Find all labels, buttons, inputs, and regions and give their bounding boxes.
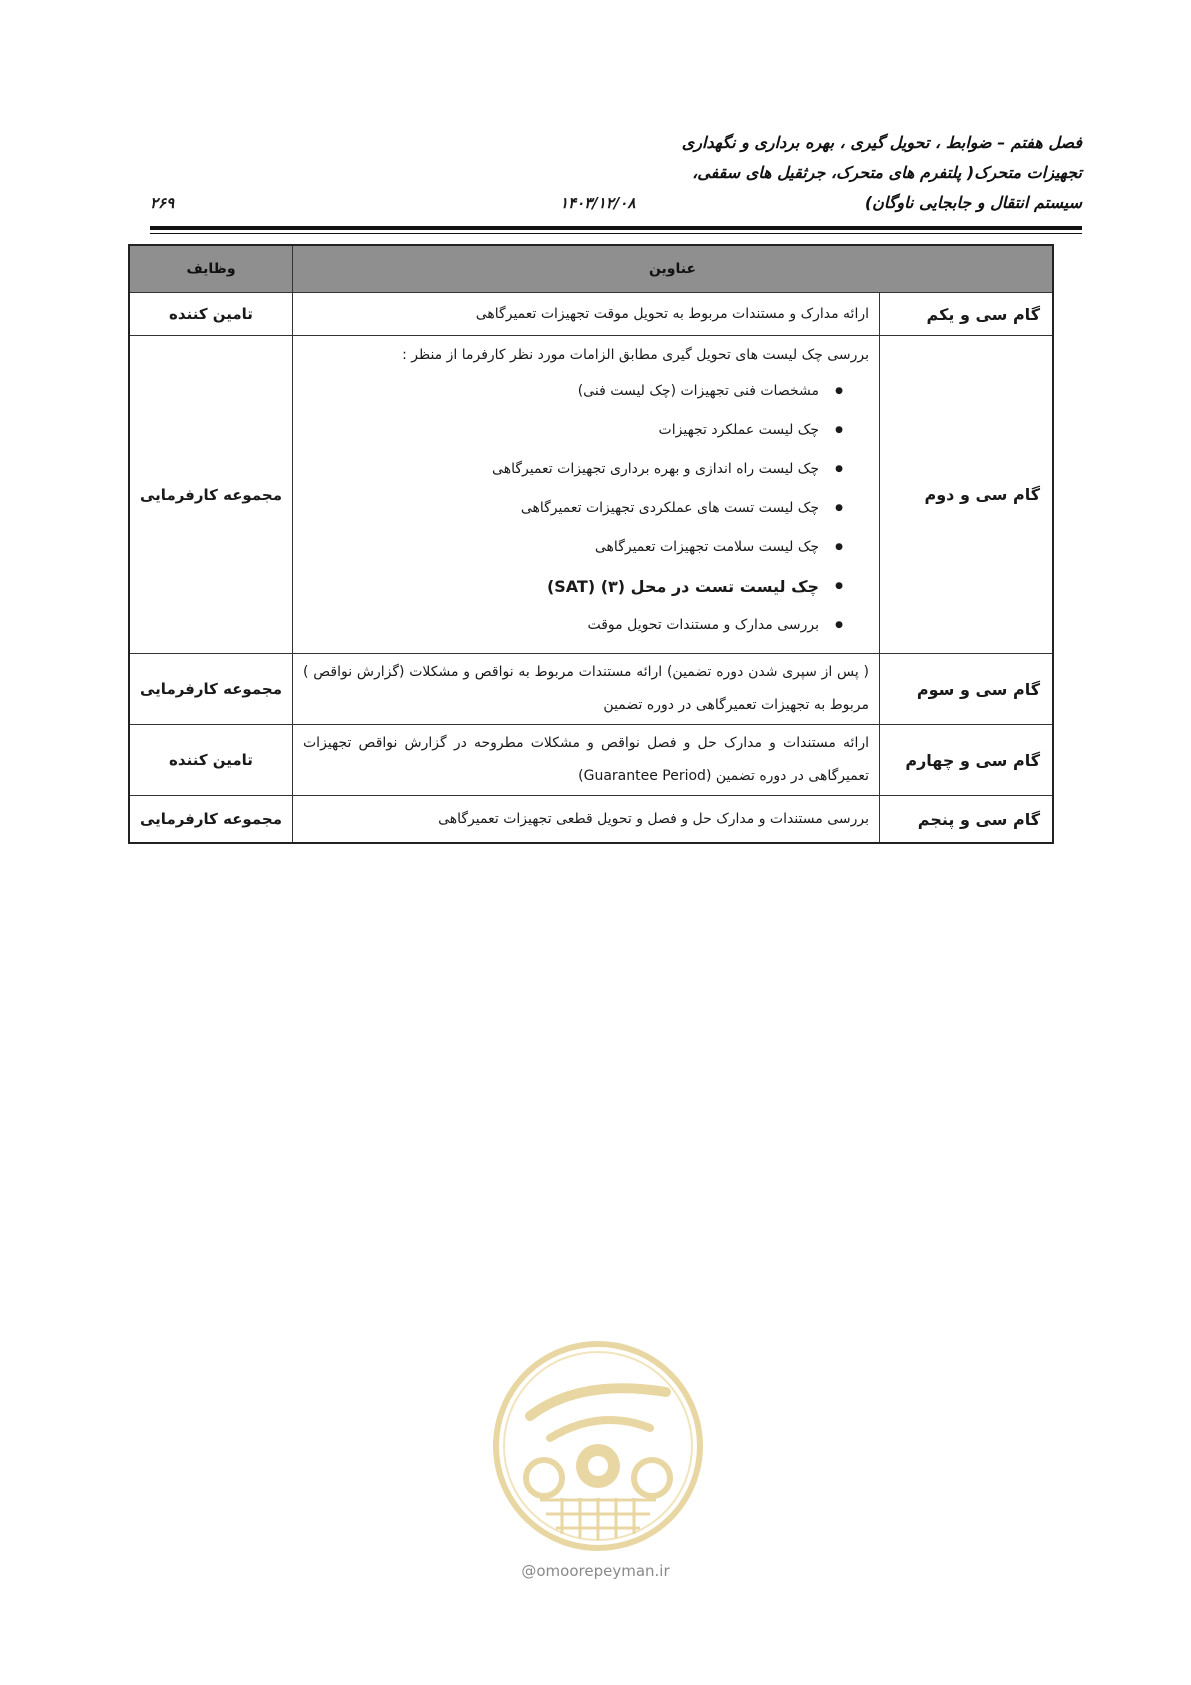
watermark-website: @omoorepeyman.ir <box>521 1562 670 1580</box>
page-number: ۲۶۹ <box>150 194 175 212</box>
step-title: ارائه مستندات و مدارک حل و فصل نواقص و مشکلات مطروحه در گزارش نواقص تجهیزات تعمیرگاهی در دوره تضمین (Guarantee Period) <box>293 725 880 796</box>
table-row <box>129 336 1053 654</box>
list-item: ● چک لیست تست در محل (۳) (SAT) <box>303 567 843 606</box>
table-row <box>129 654 1053 725</box>
watermark-logo <box>490 1338 706 1554</box>
logo-seal-icon <box>490 1338 706 1554</box>
step-duty: مجموعه کارفرمایی <box>129 336 293 654</box>
step-label: گام سی و یکم <box>880 293 1054 336</box>
header-date: ۱۴۰۳/۱۲/۰۸ <box>560 194 636 212</box>
header-divider-thin <box>150 233 1082 234</box>
step-label: گام سی و سوم <box>880 654 1054 725</box>
page-header <box>150 128 1082 218</box>
list-item: ● چک لیست راه اندازی و بهره برداری تجهیزات تعمیرگاهی <box>303 450 843 489</box>
step-title <box>293 336 880 654</box>
header-subtitle-cont: سیستم انتقال و جابجایی ناوگان) <box>864 193 1082 212</box>
header-subtitle: تجهیزات متحرک( پلتفرم های متحرک، جرثقیل های سقفی، <box>692 163 1082 182</box>
table-row <box>129 796 1053 844</box>
steps-table <box>128 244 1054 844</box>
step-duty: مجموعه کارفرمایی <box>129 654 293 725</box>
header-chapter-title: فصل هفتم – ضوابط ، تحویل گیری ، بهره برداری و نگهداری <box>681 133 1082 152</box>
column-header-duties: وظایف <box>129 245 293 293</box>
column-header-titles: عناوین <box>293 245 1054 293</box>
step-label: گام سی و چهارم <box>880 725 1054 796</box>
checklist <box>303 372 869 651</box>
step-title: ( پس از سپری شدن دوره تضمین) ارائه مستندات مربوط به نواقص و مشکلات (گزارش نواقص ) مربوط به تجهیزات تعمیرگاهی در دوره تضمین <box>293 654 880 725</box>
list-item: ● چک لیست عملکرد تجهیزات <box>303 411 843 450</box>
list-item: ● چک لیست سلامت تجهیزات تعمیرگاهی <box>303 528 843 567</box>
table-header-row <box>129 245 1053 293</box>
step-duty: تامین کننده <box>129 725 293 796</box>
step-duty: مجموعه کارفرمایی <box>129 796 293 844</box>
at-icon: @ <box>521 1562 537 1580</box>
step-duty: تامین کننده <box>129 293 293 336</box>
table-row <box>129 725 1053 796</box>
checklist-intro: بررسی چک لیست های تحویل گیری مطابق الزامات مورد نظر کارفرما از منظر : <box>402 347 869 363</box>
step-label: گام سی و دوم <box>880 336 1054 654</box>
list-item: ● بررسی مدارک و مستندات تحویل موقت <box>303 606 843 645</box>
list-item: ● مشخصات فنی تجهیزات (چک لیست فنی) <box>303 372 843 411</box>
list-item: ● چک لیست تست های عملکردی تجهیزات تعمیرگاهی <box>303 489 843 528</box>
step-label: گام سی و پنجم <box>880 796 1054 844</box>
step-title: بررسی مستندات و مدارک حل و فصل و تحویل قطعی تجهیزات تعمیرگاهی <box>293 796 880 844</box>
header-divider-thick <box>150 226 1082 230</box>
table-row <box>129 293 1053 336</box>
step-title: ارائه مدارک و مستندات مربوط به تحویل موقت تجهیزات تعمیرگاهی <box>293 293 880 336</box>
